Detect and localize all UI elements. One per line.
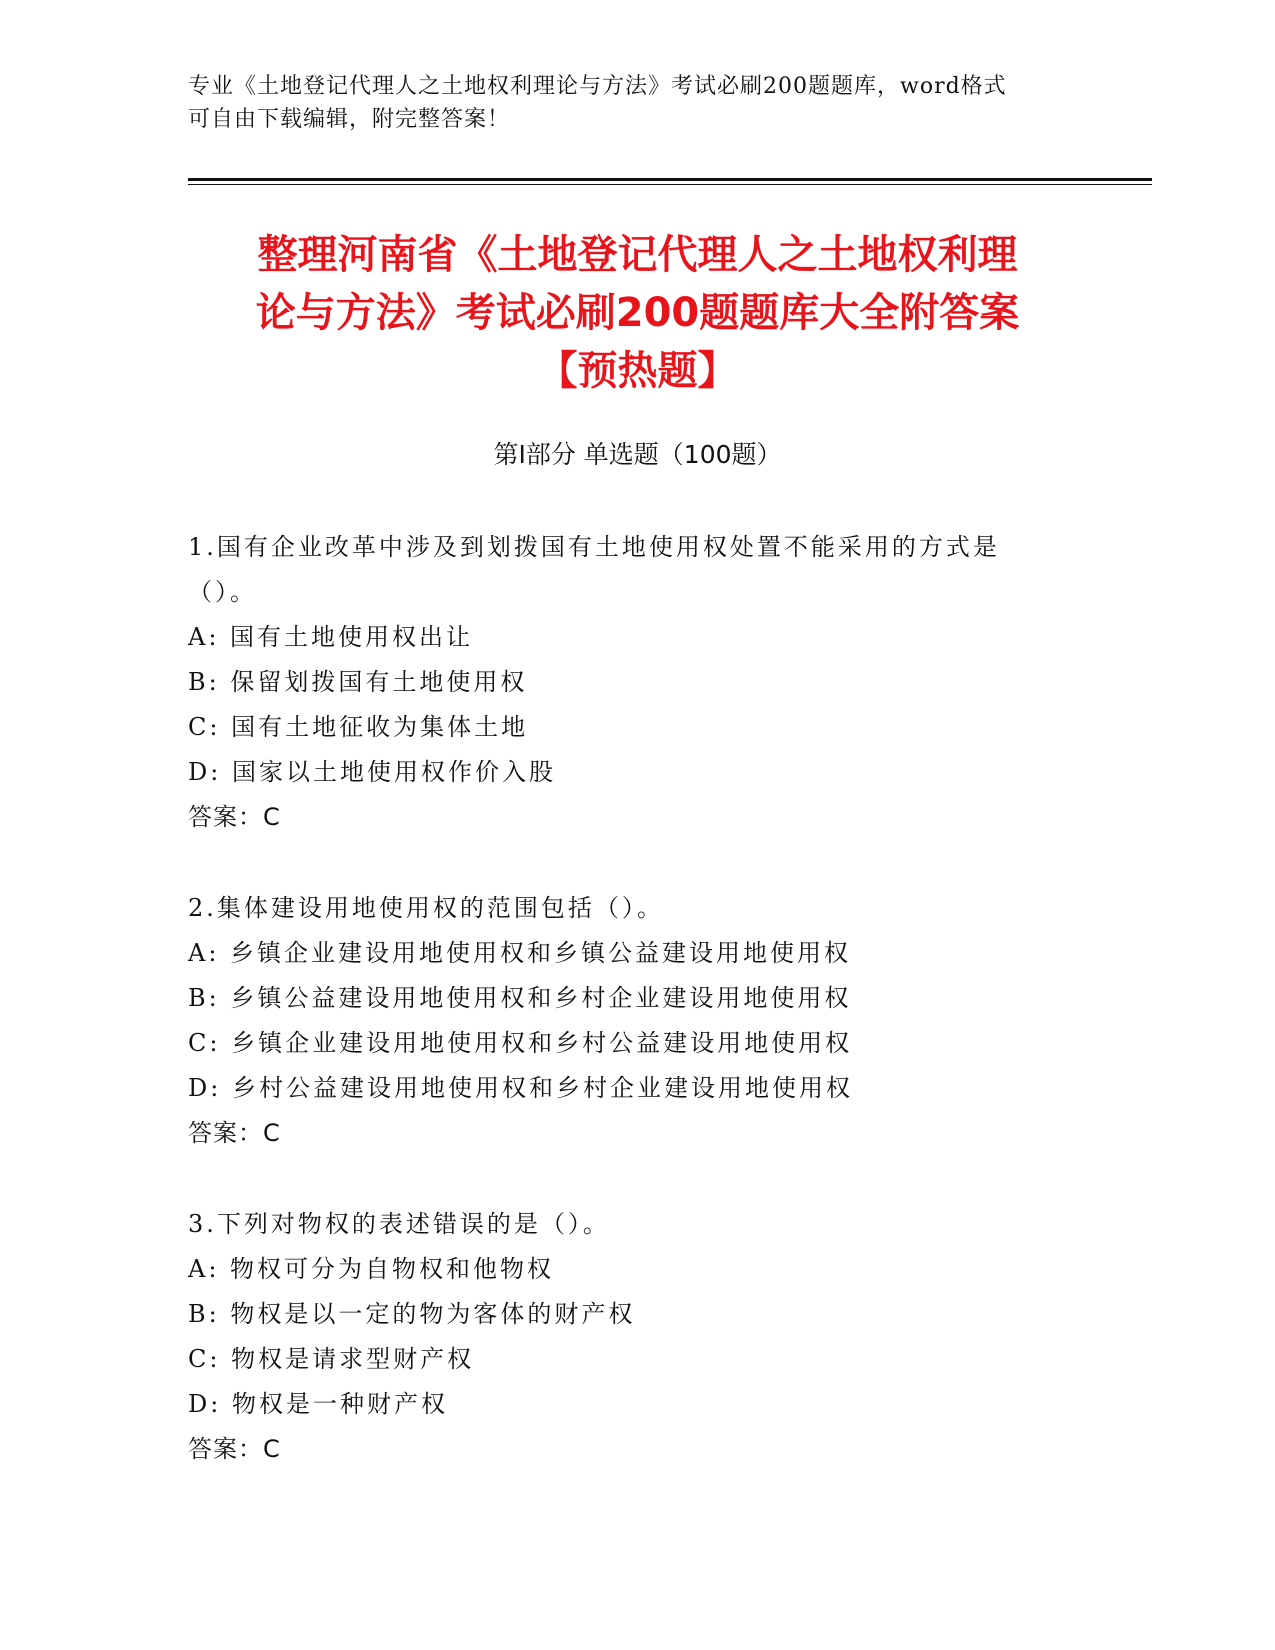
question-3-option-c: C: 物权是请求型财产权 xyxy=(188,1345,475,1373)
question-1-stem-line-2: （）。 xyxy=(188,578,257,606)
question-1-stem-line-1: 1.国有企业改革中涉及到划拨国有土地使用权处置不能采用的方式是 xyxy=(188,533,1000,561)
header-note-line-1: 专业《土地登记代理人之土地权利理论与方法》考试必刷200题题库，word格式 xyxy=(188,74,1007,99)
header-note xyxy=(188,70,1068,136)
question-3-option-d: D: 物权是一种财产权 xyxy=(188,1390,448,1418)
document-title-line-3: 【预热题】 xyxy=(537,348,738,394)
document-title xyxy=(160,226,1115,400)
question-2-stem: 2.集体建设用地使用权的范围包括（）。 xyxy=(188,894,664,922)
question-3 xyxy=(188,1202,1088,1472)
document-title-line-2: 论与方法》考试必刷200题题库大全附答案 xyxy=(255,290,1020,336)
question-1 xyxy=(188,525,1088,840)
header-rule-thin xyxy=(188,184,1152,185)
question-3-answer: 答案：C xyxy=(188,1435,281,1463)
question-3-stem: 3.下列对物权的表述错误的是（）。 xyxy=(188,1210,610,1238)
question-3-option-b: B: 物权是以一定的物为客体的财产权 xyxy=(188,1300,636,1328)
question-2-option-b: B: 乡镇公益建设用地使用权和乡村企业建设用地使用权 xyxy=(188,984,852,1012)
question-1-option-d: D: 国家以土地使用权作价入股 xyxy=(188,758,556,786)
question-2 xyxy=(188,886,1088,1156)
header-rule-thick xyxy=(188,178,1152,181)
question-spacer xyxy=(188,840,1088,886)
document-title-line-1: 整理河南省《土地登记代理人之土地权利理 xyxy=(257,232,1018,278)
question-3-option-a: A: 物权可分为自物权和他物权 xyxy=(188,1255,555,1283)
section-title: 第I部分 单选题（100题） xyxy=(493,440,782,469)
question-1-option-a: A: 国有土地使用权出让 xyxy=(188,623,474,651)
question-2-answer: 答案：C xyxy=(188,1119,281,1147)
question-spacer xyxy=(188,1156,1088,1202)
question-1-option-c: C: 国有土地征收为集体土地 xyxy=(188,713,529,741)
question-1-option-b: B: 保留划拨国有土地使用权 xyxy=(188,668,528,696)
question-2-option-d: D: 乡村公益建设用地使用权和乡村企业建设用地使用权 xyxy=(188,1074,853,1102)
question-1-answer: 答案：C xyxy=(188,803,281,831)
question-list xyxy=(188,525,1088,1472)
question-2-option-c: C: 乡镇企业建设用地使用权和乡村公益建设用地使用权 xyxy=(188,1029,853,1057)
question-2-option-a: A: 乡镇企业建设用地使用权和乡镇公益建设用地使用权 xyxy=(188,939,852,967)
header-note-line-2: 可自由下载编辑，附完整答案！ xyxy=(188,107,511,132)
